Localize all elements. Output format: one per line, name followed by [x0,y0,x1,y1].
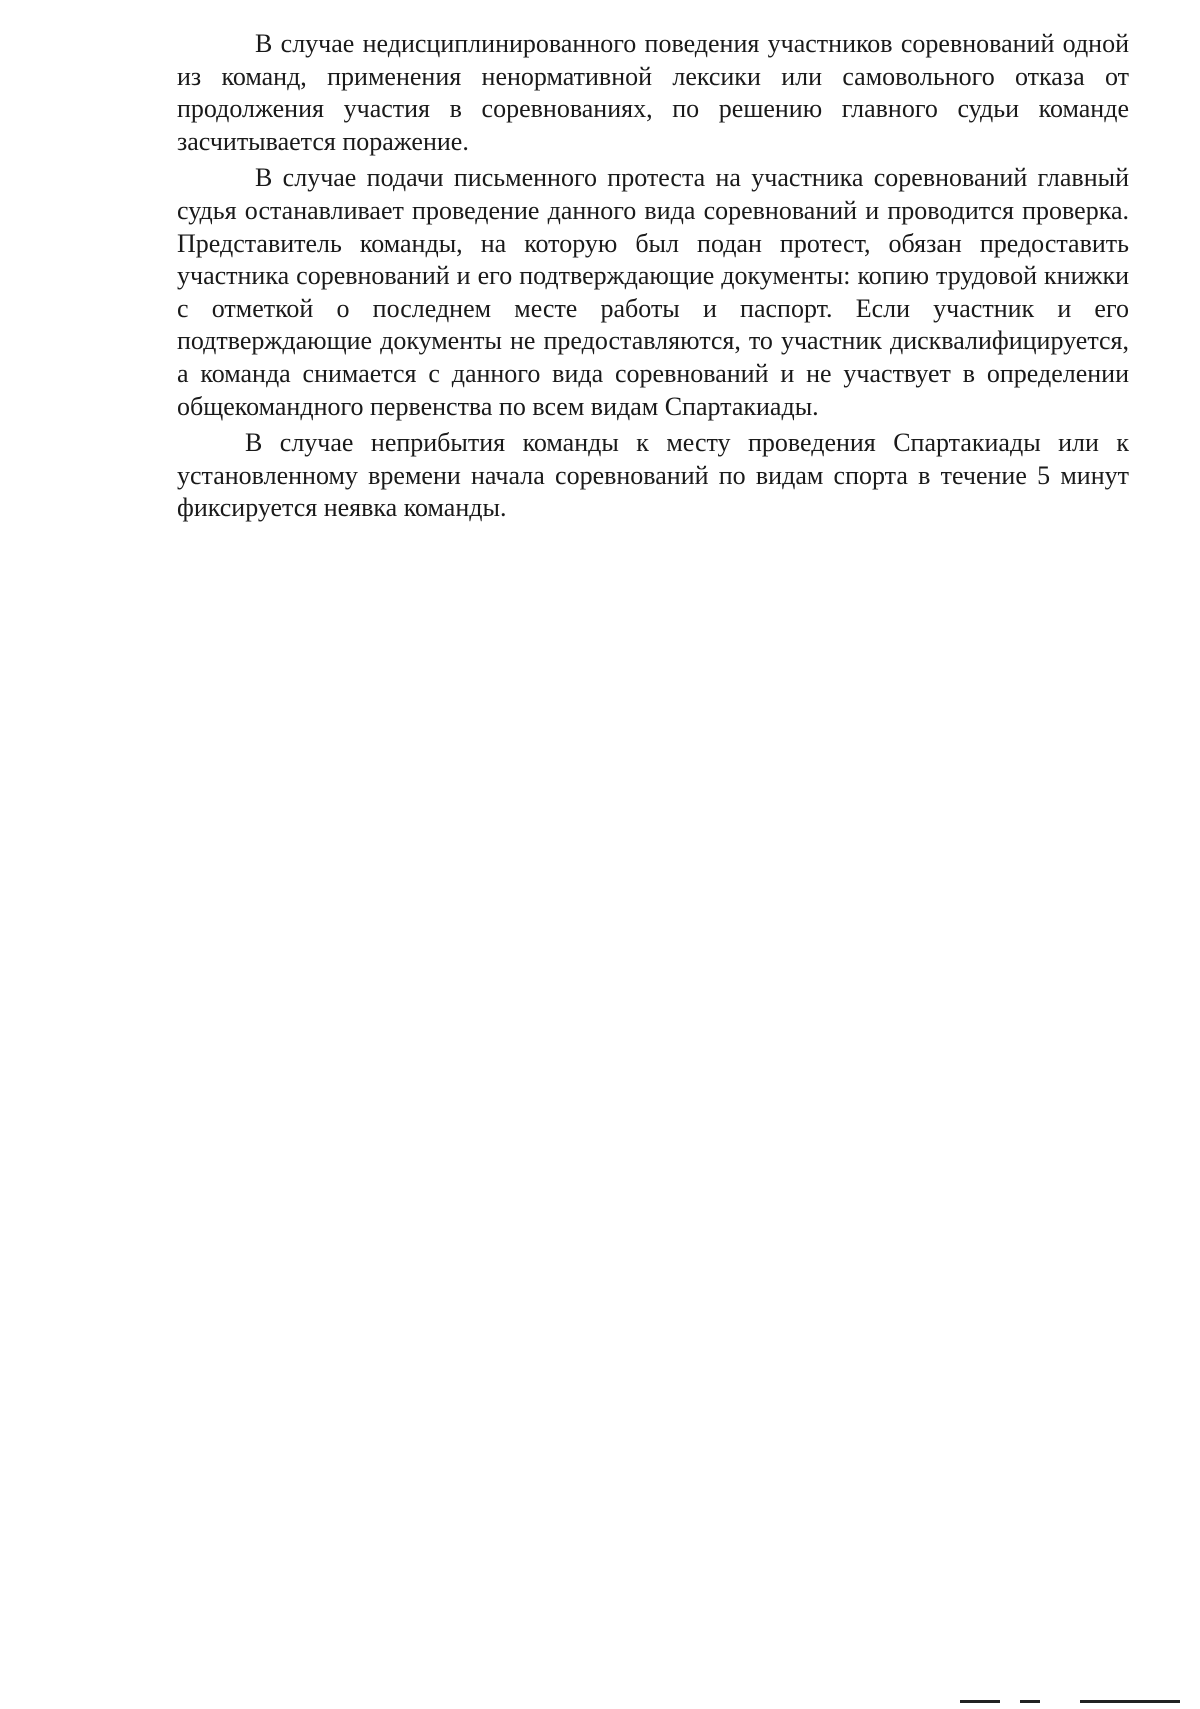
paragraph-written-protest: В случае подачи письменного протеста на участника соревнований главный судья останавливает проведение данного вида соревнований и проводится проверка. Представитель команды, на которую был подан протест, обязан предоставить участника соревнований и его подтверждающие документы: копию трудовой книжки с отметкой о последнем месте работы и паспорт. Если участник и его подтверждающие документы не предоставляются, то участник дисквалифицируется, а команда снимается с данного вида соревнований и не участвует в определении общекомандного первенства по всем видам Спартакиады. [177,163,1129,421]
paragraph-team-no-show: В случае неприбытия команды к месту проведения Спартакиады или к установленному времени начала соревнований по видам спорта в течение 5 минут фиксируется неявка команды. [177,428,1129,523]
paragraph-disqualification-behavior: В случае недисциплинированного поведения участников соревнований одной из команд, применения ненормативной лексики или самовольного отказа от продолжения участия в соревнованиях, по решению главного судьи команде засчитывается поражение. [177,29,1129,156]
scan-artifact-mark [1080,1700,1180,1703]
document-body [177,28,1129,529]
scan-artifact-mark [960,1700,1000,1703]
scan-artifact-mark [1020,1700,1040,1703]
